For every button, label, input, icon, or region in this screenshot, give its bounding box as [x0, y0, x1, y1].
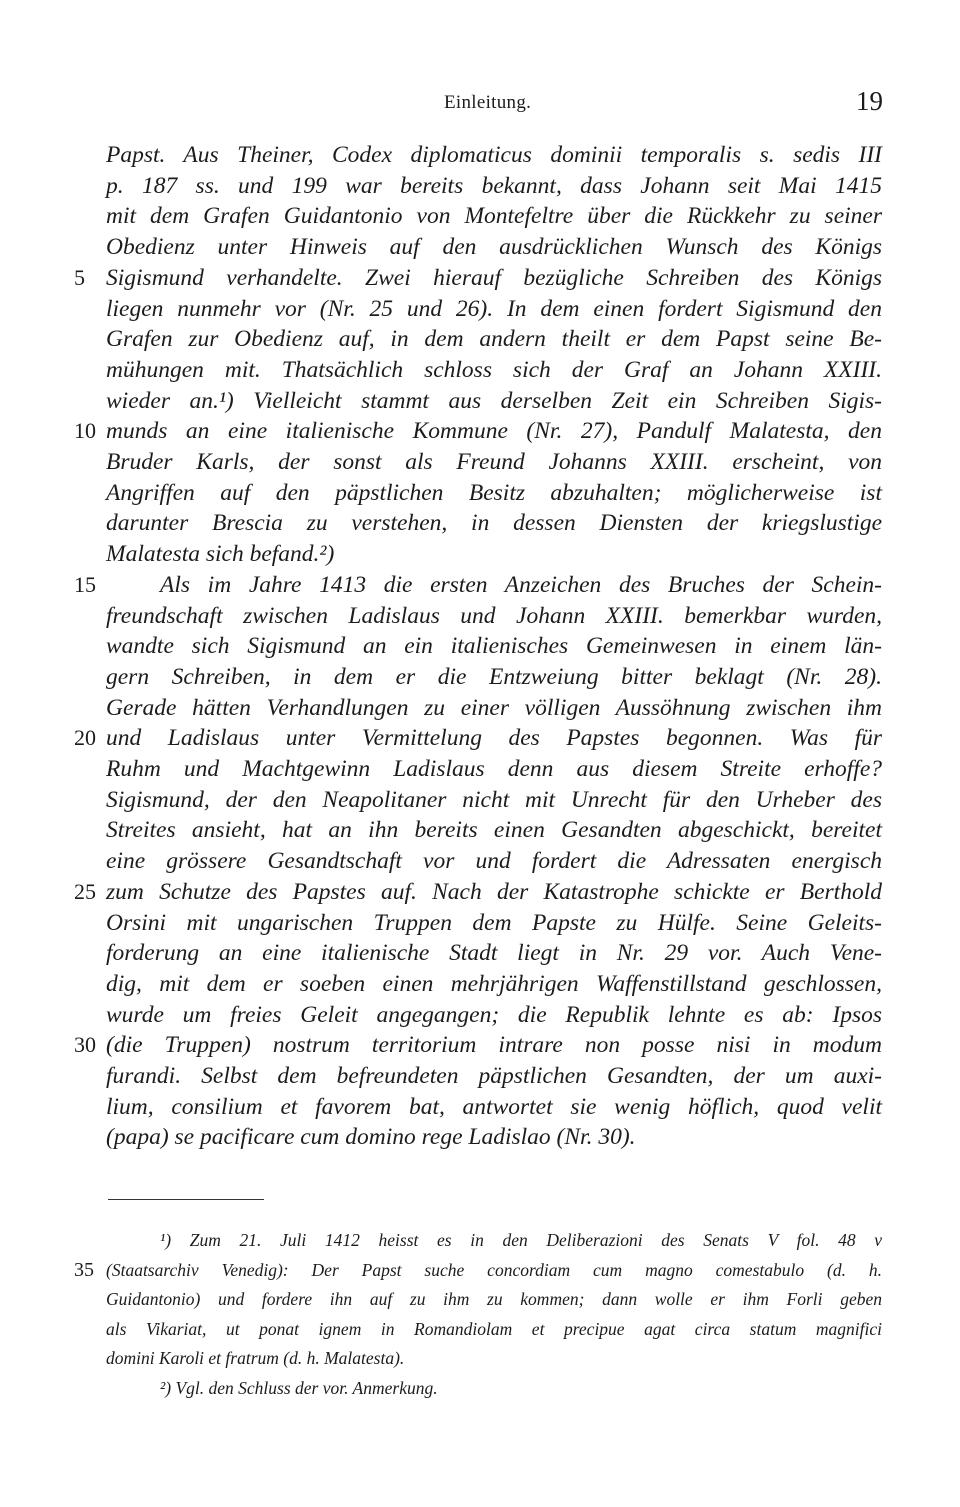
text-line: lium, consilium et favorem bat, antwortet sie wenig höflich, quod velit: [106, 1093, 882, 1120]
text-line: (papa) se pacificare cum domino rege Ladislao (Nr. 30).: [106, 1124, 636, 1151]
text-line: darunter Brescia zu verstehen, in dessen Diensten der kriegslustige: [106, 510, 882, 537]
text-line: wieder an.¹) Vielleicht stammt aus derselben Zeit ein Schreiben Sigis-: [106, 387, 882, 414]
text-line: munds an eine italienische Kommune (Nr. 27), Pandulf Malatesta, den: [106, 418, 882, 445]
line-number: 15: [74, 571, 96, 597]
text-line: mit dem Grafen Guidantonio von Montefeltre über die Rückkehr zu seiner: [106, 203, 882, 230]
text-line: forderung an eine italienische Stadt liegt in Nr. 29 vor. Auch Vene-: [106, 940, 882, 967]
footnote-line: ²) Vgl. den Schluss der vor. Anmerkung.: [160, 1377, 438, 1398]
text-line: mühungen mit. Thatsächlich schloss sich der Graf an Johann XXIII.: [106, 356, 882, 383]
footnote-line: als Vikariat, ut ponat ignem in Romandiolam et precipue agat circa statum magnifici: [106, 1318, 882, 1339]
text-line: Bruder Karls, der sonst als Freund Johanns XXIII. erscheint, von: [106, 449, 882, 475]
text-line: Papst. Aus Theiner, Codex diplomaticus dominii temporalis s. sedis III: [106, 142, 882, 168]
text-line: Obedienz unter Hinweis auf den ausdrücklichen Wunsch des Königs: [106, 234, 882, 261]
text-line: Grafen zur Obedienz auf, in dem andern theilt er dem Papst seine Be-: [106, 326, 882, 353]
text-line: zum Schutze des Papstes auf. Nach der Katastrophe schickte er Berthold: [106, 878, 882, 905]
text-line: Als im Jahre 1413 die ersten Anzeichen des Bruches der Schein-: [160, 571, 882, 598]
text-line: und Ladislaus unter Vermittelung des Papstes begonnen. Was für: [106, 725, 882, 752]
text-line: p. 187 ss. und 199 war bereits bekannt, dass Johann seit Mai 1415: [106, 172, 882, 199]
text-line: Malatesta sich befand.²): [106, 541, 335, 568]
footnote-line: domini Karoli et fratrum (d. h. Malatesta).: [106, 1348, 405, 1368]
line-number: 10: [74, 418, 96, 444]
text-line: Sigismund verhandelte. Zwei hierauf bezügliche Schreiben des Königs: [106, 264, 882, 291]
text-line: (die Truppen) nostrum territorium intrare non posse nisi in modum: [106, 1032, 882, 1059]
text-line: eine grössere Gesandtschaft vor und fordert die Adressaten energisch: [106, 848, 882, 875]
footnote-divider: [108, 1199, 264, 1200]
text-line: gern Schreiben, in dem er die Entzweiung bitter beklagt (Nr. 28).: [106, 663, 882, 690]
text-line: Angriffen auf den päpstlichen Besitz abzuhalten; möglicherweise ist: [106, 479, 882, 506]
text-line: freundschaft zwischen Ladislaus und Johann XXIII. bemerkbar wurden,: [106, 602, 882, 629]
page-number: 19: [856, 86, 883, 116]
line-number: 25: [74, 878, 96, 904]
text-line: liegen nunmehr vor (Nr. 25 und 26). In dem einen fordert Sigismund den: [106, 295, 882, 322]
running-head: [0, 86, 960, 132]
text-line: furandi. Selbst dem befreundeten päpstlichen Gesandten, der um auxi-: [106, 1063, 882, 1089]
text-line: Sigismund, der den Neapolitaner nicht mit Unrecht für den Urheber des: [106, 786, 882, 813]
line-number: 5: [74, 264, 85, 290]
text-line: Orsini mit ungarischen Truppen dem Papste zu Hülfe. Seine Geleits-: [106, 909, 882, 936]
text-line: Streites ansieht, hat an ihn bereits einen Gesandten abgeschickt, bereitet: [106, 817, 882, 844]
text-line: wandte sich Sigismund an ein italienisches Gemeinwesen in einem län-: [106, 633, 882, 660]
footnote-line-number: 35: [74, 1258, 94, 1281]
line-number: 20: [74, 725, 96, 751]
page-title: Einleitung.: [444, 92, 532, 113]
footnote-line: Guidantonio) und fordere ihn auf zu ihm zu kommen; dann wolle er ihm Forli geben: [106, 1289, 882, 1309]
footnote-line: ¹) Zum 21. Juli 1412 heisst es in den Deliberazioni des Senats V fol. 48 v: [160, 1230, 882, 1250]
text-line: dig, mit dem er soeben einen mehrjährigen Waffenstillstand geschlossen,: [106, 970, 882, 997]
footnote-line: (Staatsarchiv Venedig): Der Papst suche concordiam cum magno comestabulo (d. h.: [106, 1259, 882, 1280]
text-line: Gerade hätten Verhandlungen zu einer völligen Aussöhnung zwischen ihm: [106, 694, 882, 721]
text-line: wurde um freies Geleit angegangen; die Republik lehnte es ab: Ipsos: [106, 1001, 882, 1028]
line-number: 30: [74, 1032, 96, 1058]
text-line: Ruhm und Machtgewinn Ladislaus denn aus diesem Streite erhoffe?: [106, 756, 882, 782]
